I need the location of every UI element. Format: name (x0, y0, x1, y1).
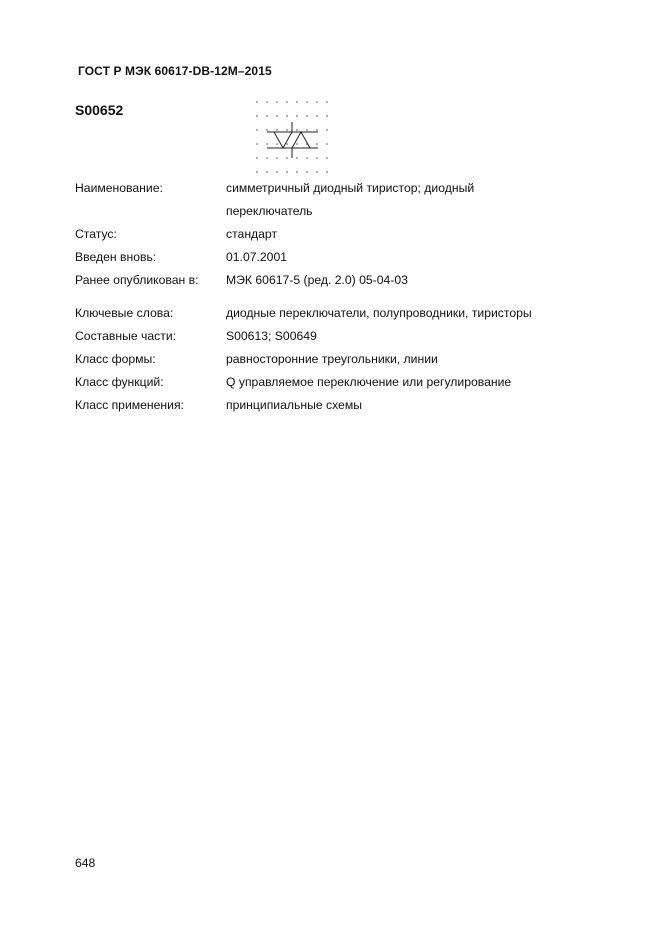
grid-dot (276, 101, 278, 103)
field-label: Ключевые слова: (75, 306, 174, 320)
grid-dot (296, 129, 298, 131)
grid-dot (266, 115, 268, 117)
field-label: Класс функций: (75, 375, 164, 389)
field-value: S00613; S00649 (226, 329, 317, 343)
grid-dot (286, 171, 288, 173)
field-value: равносторонние треугольники, линии (226, 352, 438, 366)
field-label: Статус: (75, 227, 117, 241)
page-number: 648 (75, 856, 96, 870)
document-header: ГОСТ Р МЭК 60617-DB-12М–2015 (78, 64, 272, 78)
grid-dot (306, 157, 308, 159)
grid-dot (326, 101, 328, 103)
grid-dot (316, 115, 318, 117)
grid-dot (286, 115, 288, 117)
grid-dot (256, 101, 258, 103)
grid-dot (326, 129, 328, 131)
field-label: Наименование: (75, 181, 163, 195)
grid-dot (316, 171, 318, 173)
grid-dot (256, 143, 258, 145)
grid-dot (296, 157, 298, 159)
grid-dot (306, 101, 308, 103)
grid-dot (316, 157, 318, 159)
grid-dot (266, 143, 268, 145)
grid-dot (286, 157, 288, 159)
grid-dot (326, 171, 328, 173)
field-value: Q управляемое переключение или регулирование (226, 375, 512, 389)
grid-dot (296, 101, 298, 103)
diac-symbol-icon (250, 96, 334, 176)
grid-dot (266, 101, 268, 103)
grid-dot (296, 171, 298, 173)
grid-dot (276, 129, 278, 131)
grid-dot (256, 171, 258, 173)
field-value: симметричный диодный тиристор; диодный переключатель (226, 181, 475, 218)
grid-dot (326, 143, 328, 145)
grid-dot (266, 157, 268, 159)
field-label: Введен вновь: (75, 250, 157, 264)
grid-dot (306, 129, 308, 131)
field-value: МЭК 60617-5 (ред. 2.0) 05-04-03 (226, 273, 408, 287)
grid-dot (256, 115, 258, 117)
field-label: Класс формы: (75, 352, 156, 366)
grid-dot (316, 143, 318, 145)
grid-dot (306, 115, 308, 117)
grid-dot (296, 143, 298, 145)
grid-dot (326, 157, 328, 159)
grid-dot (286, 101, 288, 103)
grid-dot (266, 171, 268, 173)
grid-dot (296, 115, 298, 117)
grid-dot (286, 143, 288, 145)
grid-dot (276, 171, 278, 173)
grid-dot (276, 115, 278, 117)
grid-dot (276, 143, 278, 145)
grid-dot (256, 129, 258, 131)
grid-dot (316, 101, 318, 103)
grid-dot (306, 171, 308, 173)
field-label: Класс применения: (75, 398, 184, 412)
field-value: диодные переключатели, полупроводники, тиристоры (226, 306, 532, 320)
field-value: стандарт (226, 227, 278, 241)
field-label: Ранее опубликован в: (75, 273, 199, 287)
field-value: 01.07.2001 (226, 250, 287, 264)
field-value: принципиальные схемы (226, 398, 362, 412)
grid-dot (266, 129, 268, 131)
field-label: Составные части: (75, 329, 177, 343)
grid-dot (316, 129, 318, 131)
grid-dot (326, 115, 328, 117)
grid-dot (256, 157, 258, 159)
grid-dot (286, 129, 288, 131)
symbol-code: S00652 (75, 102, 124, 118)
grid-dot (276, 157, 278, 159)
